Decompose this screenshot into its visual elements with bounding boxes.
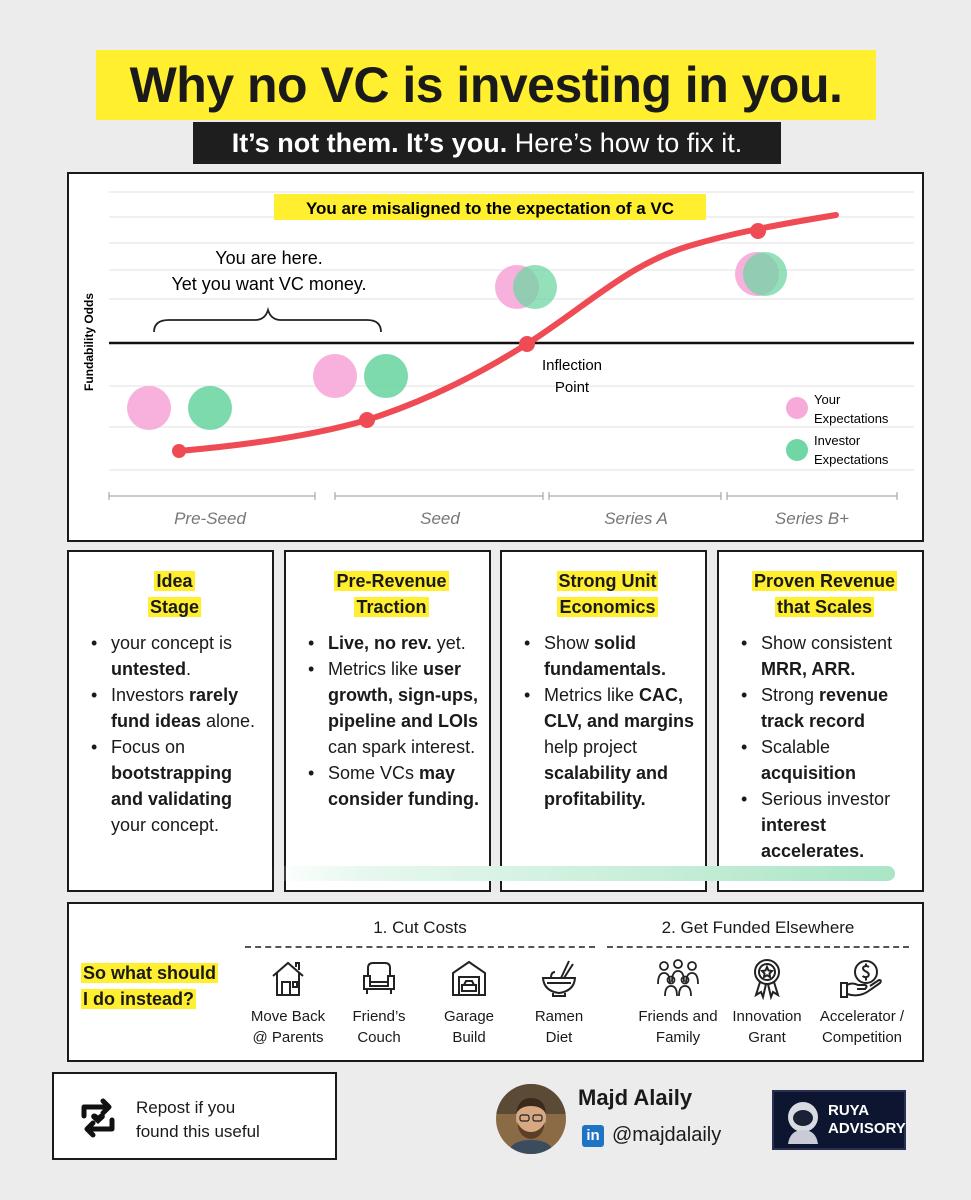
bullet-text: your concept.: [111, 815, 220, 835]
divider: [245, 946, 595, 948]
bullet-emphasis: bootstrapping and validating: [111, 763, 233, 809]
bullet-text: Serious investor: [761, 789, 891, 809]
bullet-text: Some VCs: [328, 763, 420, 783]
bullet-item: [304, 630, 479, 656]
option-label: Friends and Family: [638, 1008, 718, 1046]
bullet-emphasis: Live, no rev.: [328, 633, 432, 653]
linkedin-icon[interactable]: in: [582, 1125, 604, 1147]
brand-logo: [772, 1090, 906, 1150]
bullet-emphasis: user growth, sign-ups, pipeline and LOIs: [328, 659, 479, 731]
astronaut-icon: [782, 1098, 824, 1144]
bullet-text: help project: [544, 737, 638, 757]
bubble-your-seed: [313, 354, 357, 398]
house-icon: [268, 956, 308, 1000]
subtitle-rest: Here’s how to fix it.: [507, 128, 743, 158]
repost-text: Repost if you found this useful: [136, 1098, 260, 1141]
annotation-inflection-1: Inflection: [541, 357, 603, 374]
bubble-your-preseed: [127, 386, 171, 430]
garage-icon: [449, 956, 489, 1000]
bubble-investor-series-b: [743, 252, 787, 296]
bullet-item: [87, 630, 262, 682]
brand-name: RUYA ADVISORY: [828, 1102, 906, 1137]
chart-title: You are misaligned to the expectation of a VC: [305, 199, 675, 218]
bullet-text: Scalable: [761, 737, 831, 757]
bullet-emphasis: untested: [111, 659, 187, 679]
bullet-text: Show: [544, 633, 595, 653]
option-label: Friend’s Couch: [352, 1008, 406, 1046]
brace: [154, 310, 381, 332]
bullet-emphasis: MRR, ARR.: [761, 659, 856, 679]
fundability-chart: [69, 174, 926, 544]
stage-label-series-a: Series A: [604, 509, 668, 528]
award-icon: [747, 956, 787, 1000]
bullet-text: Metrics like: [544, 685, 640, 705]
curve-point-series-b: [750, 223, 766, 239]
avatar: [496, 1084, 566, 1154]
bullet-text: your concept is: [111, 633, 233, 653]
option-accelerator: [808, 956, 916, 1048]
bubble-investor-series-a: [513, 265, 557, 309]
legend-your-1: Your: [814, 392, 841, 407]
repost-icon: [74, 1094, 122, 1142]
bullet-emphasis: solid fundamentals.: [544, 633, 667, 679]
stage-progress-bar: [270, 866, 895, 881]
bullet-item: [737, 682, 912, 734]
question-label: So what should I do instead?: [83, 963, 216, 1009]
repost-box[interactable]: [52, 1072, 337, 1160]
legend-investor-2: Expectations: [814, 452, 889, 467]
option-garage-build: [419, 956, 519, 1048]
bullet-text: Investors: [111, 685, 190, 705]
bullet-item: [304, 760, 479, 812]
subtitle-bold: It’s not them. It’s you.: [231, 128, 508, 158]
bullet-emphasis: may consider funding.: [328, 763, 479, 809]
option-label: Accelerator / Competition: [819, 1008, 905, 1046]
legend-investor-1: Investor: [814, 433, 861, 448]
card-proven-revenue: [717, 550, 924, 892]
bullet-item: [737, 630, 912, 682]
annotation-you-are-here-1: You are here.: [215, 248, 323, 268]
alternatives-panel: [67, 902, 924, 1062]
y-axis-label: Fundability Odds: [82, 293, 96, 391]
stage-label-series-b: Series B+: [774, 509, 850, 528]
card-strong-unit-economics: [500, 550, 707, 892]
page-subtitle: [193, 122, 781, 164]
group-funded-elsewhere: 2. Get Funded Elsewhere: [661, 918, 855, 937]
option-label: Move Back @ Parents: [250, 1008, 326, 1046]
bullet-item: [520, 682, 695, 812]
stage-label-seed: Seed: [420, 509, 460, 528]
people-icon: [654, 956, 702, 1000]
curve-point-inflection: [519, 336, 535, 352]
card-title: Strong Unit Economics: [558, 571, 657, 617]
curve-point-seed: [359, 412, 375, 428]
bullet-emphasis: acquisition: [761, 763, 857, 783]
bullet-item: [87, 682, 262, 734]
option-label: Garage Build: [443, 1008, 495, 1046]
chart-panel: [67, 172, 924, 542]
bullet-item: [737, 734, 912, 786]
bullet-text: alone.: [201, 711, 256, 731]
group-cut-costs: 1. Cut Costs: [373, 918, 467, 937]
bullet-emphasis: interest accelerates.: [761, 815, 865, 861]
option-innovation-grant: [717, 956, 817, 1048]
annotation-you-are-here-2: Yet you want VC money.: [171, 274, 367, 294]
stage-axis: [109, 492, 897, 500]
option-ramen-diet: [509, 956, 609, 1048]
bullet-item: [520, 630, 695, 682]
card-bullets: [520, 630, 695, 812]
legend-your-2: Expectations: [814, 411, 889, 426]
bullet-emphasis: scalability and profitability.: [544, 763, 669, 809]
couch-icon: [359, 956, 399, 1000]
money-hand-icon: [838, 956, 886, 1000]
card-bullets: [304, 630, 479, 812]
legend-swatch-your: [786, 397, 808, 419]
author-handle[interactable]: @majdalaily: [612, 1124, 722, 1146]
card-title: Idea Stage: [149, 571, 200, 617]
legend-swatch-investor: [786, 439, 808, 461]
option-label: Innovation Grant: [732, 1008, 802, 1046]
option-friends-family: [626, 956, 730, 1048]
card-title: Pre-Revenue Traction: [336, 571, 447, 617]
option-friends-couch: [329, 956, 429, 1048]
curve-point-preseed: [172, 444, 186, 458]
bubble-investor-seed: [364, 354, 408, 398]
bullet-text: Show consistent: [761, 633, 893, 653]
author-name: Majd Alaily: [578, 1085, 693, 1110]
bullet-emphasis: revenue track record: [761, 685, 889, 731]
bullet-text: can spark interest.: [328, 737, 476, 757]
bullet-text: yet.: [431, 633, 466, 653]
card-idea-stage: [67, 550, 274, 892]
bullet-item: [304, 656, 479, 760]
card-bullets: [87, 630, 262, 838]
bullet-text: .: [186, 659, 192, 679]
ramen-icon: [539, 956, 579, 1000]
bubble-investor-preseed: [188, 386, 232, 430]
card-pre-revenue-traction: [284, 550, 491, 892]
bullet-emphasis: CAC, CLV, and margins: [544, 685, 695, 731]
grid-lines: [109, 192, 914, 470]
card-bullets: [737, 630, 912, 864]
option-move-back: [238, 956, 338, 1048]
bullet-text: Focus on: [111, 737, 186, 757]
bullet-emphasis: rarely fund ideas: [111, 685, 239, 731]
bullet-item: [737, 786, 912, 864]
divider: [607, 946, 909, 948]
page-title: Why no VC is investing in you.: [96, 50, 876, 120]
option-label: Ramen Diet: [534, 1008, 584, 1046]
card-title: Proven Revenue that Scales: [753, 571, 896, 617]
stage-label-preseed: Pre-Seed: [174, 509, 246, 528]
bullet-item: [87, 734, 262, 838]
annotation-inflection-2: Point: [554, 379, 590, 396]
bullet-text: Strong: [761, 685, 820, 705]
bullet-text: Metrics like: [328, 659, 424, 679]
